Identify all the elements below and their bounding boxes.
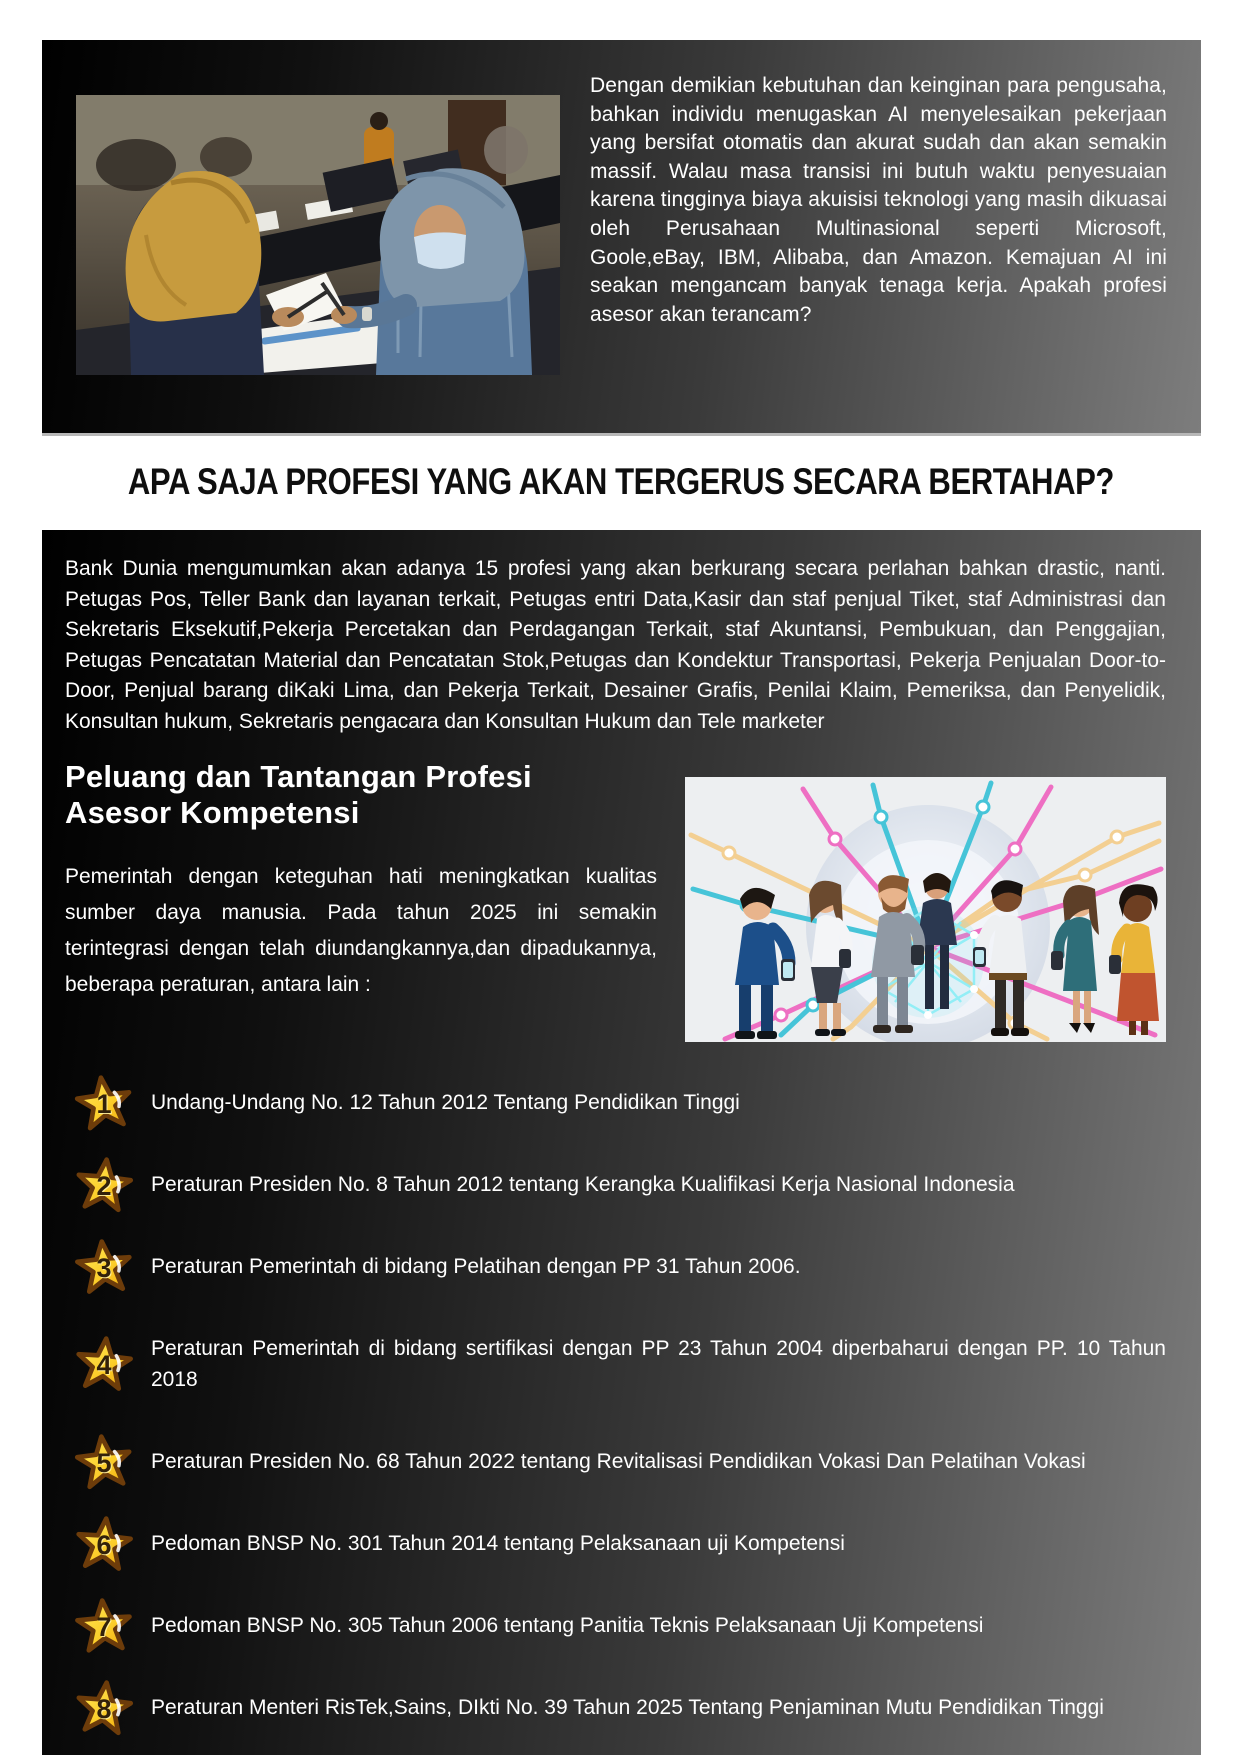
regulation-text: Peraturan Presiden No. 68 Tahun 2022 tentang Revitalisasi Pendidikan Vokasi Dan Pelatihan Vokasi [151,1450,1086,1473]
star-number: 8 [96,1693,112,1724]
list-item [65,1230,1166,1303]
opportunity-section [65,745,1166,1042]
regulation-text: Pedoman BNSP No. 301 Tahun 2014 tentang Pelaksanaan uji Kompetensi [151,1532,845,1555]
star-number: 1 [96,1088,112,1119]
star-number: 3 [96,1252,112,1283]
assessment-photo-graphic [76,95,560,375]
section-title-line1: Peluang dan Tantangan Profesi [65,759,532,794]
star-5-icon [75,1433,133,1491]
star-4-icon [75,1335,133,1393]
star-number: 7 [96,1611,112,1642]
star-2-icon [75,1156,133,1214]
star-number: 2 [96,1170,112,1201]
hero-paragraph: Dengan demikian kebutuhan dan keinginan para pengusaha, bahkan individu menugaskan AI menyelesaikan pekerjaan yang bersifat otomatis dan akurat sudah dan akan semakin massif. Walau masa transisi ini butuh waktu penyesuaian karena tingginya biaya akuisisi teknologi yang masih dikuasai oleh Perusahaan Multinasional seperti Microsoft, Goole,eBay, IBM, Alibaba, dan Amazon. Kemajuan AI ini seakan mengancam banyak tenaga kerja. Apakah profesi asesor akan terancam? [590,74,1167,326]
list-item [65,1066,1166,1139]
regulation-text: Pedoman BNSP No. 305 Tahun 2006 tentang Panitia Teknis Pelaksanaan Uji Kompetensi [151,1614,984,1637]
regulation-text: Peraturan Pemerintah di bidang Pelatihan dengan PP 31 Tahun 2006. [151,1255,801,1278]
opportunity-text-column [65,745,685,1042]
regulations-list [65,1066,1166,1744]
headline-band [0,433,1241,530]
list-item [65,1148,1166,1221]
page-title: APA SAJA PROFESI YANG AKAN TERGERUS SECARA BERTAHAP? [127,460,1114,502]
star-number: 4 [96,1350,112,1380]
list-item [65,1507,1166,1580]
worldbank-paragraph: Bank Dunia mengumumkan akan adanya 15 profesi yang akan berkurang secara perlahan bahkan drastic, nanti. Petugas Pos, Teller Bank dan layanan terkait, Petugas entri Data,Kasir dan staf penjual Tiket, staf Administrasi dan Sekretaris Eksekutif,Pekerja Percetakan dan Perdagangan Terkait, staf Akuntansi, Pembukuan, dan Penggajian, Petugas Pencatatan Material dan Pencatatan Stok,Petugas dan Kondektur Transportasi, Pekerja Penjualan Door-to-Door, Penjual barang diKaki Lima, dan Pekerja Terkait, Desainer Grafis, Penilai Klaim, Pemeriksa, dan Penyelidik, Konsultan hukum, Sekretaris pengacara dan Konsultan Hukum dan Tele marketer [65,557,1166,733]
star-1-icon [75,1074,133,1132]
regulation-text: Peraturan Menteri RisTek,Sains, DIkti No. 39 Tahun 2025 Tentang Penjaminan Mutu Pendidikan Tinggi [151,1696,1104,1719]
list-item [65,1589,1166,1662]
list-item [65,1671,1166,1744]
section-title-line2: Asesor Kompetensi [65,795,360,830]
regulation-text: Peraturan Presiden No. 8 Tahun 2012 tentang Kerangka Kualifikasi Kerja Nasional Indonesia [151,1173,1015,1196]
star-8-icon [75,1679,133,1737]
star-6-icon [75,1515,133,1573]
star-3-icon [75,1238,133,1296]
ai-network-people-illustration [685,777,1166,1042]
list-item [65,1312,1166,1416]
star-number: 6 [96,1529,112,1560]
star-7-icon [75,1597,133,1655]
regulation-text: Undang-Undang No. 12 Tahun 2012 Tentang Pendidikan Tinggi [151,1091,740,1114]
list-item [65,1425,1166,1498]
main-panel [42,530,1201,1755]
assessment-session-photo [76,95,560,375]
star-number: 5 [96,1447,112,1478]
hero-panel [42,40,1201,433]
regulation-text: Peraturan Pemerintah di bidang sertifikasi dengan PP 23 Tahun 2004 diperbaharui dengan PP. 10 Tahun 2018 [151,1337,1166,1391]
government-paragraph: Pemerintah dengan keteguhan hati meningkatkan kualitas sumber daya manusia. Pada tahun 2025 ini semakin terintegrasi dengan telah diundangkannya,dan dipadukannya, beberapa peraturan, antara lain : [65,865,657,996]
ai-illustration-graphic [685,777,1166,1042]
section-title [65,759,663,831]
